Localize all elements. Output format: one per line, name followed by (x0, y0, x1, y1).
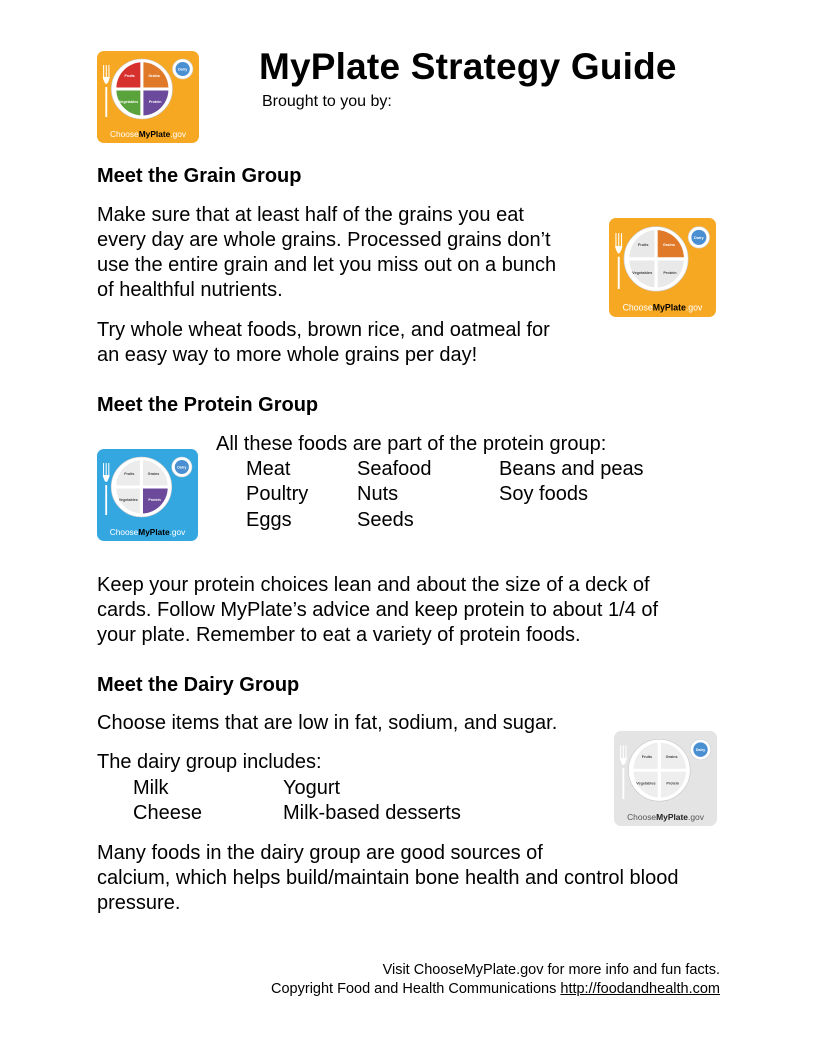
dairy-includes: The dairy group includes: (97, 751, 322, 773)
protein-food-item: Nuts (357, 483, 399, 505)
myplate-graphic (614, 731, 717, 826)
brand-wordmark (110, 130, 187, 139)
protein-food-item: Soy foods (499, 483, 588, 505)
brand-suffix: .gov (685, 302, 703, 313)
brand-suffix: .gov (687, 811, 704, 822)
vegetables-label: Vegetables (632, 270, 653, 275)
dairy-item: Milk (133, 777, 169, 799)
fruits-label: Fruits (641, 754, 653, 759)
plate-icon (628, 739, 690, 801)
fruits-label: Fruits (124, 74, 135, 78)
fruits-label: Fruits (124, 472, 135, 476)
protein-food-item: Eggs (246, 509, 292, 531)
dairy-item: Cheese (133, 802, 202, 824)
brand-bold: MyPlate (652, 302, 686, 313)
dairy-item: Yogurt (283, 777, 341, 799)
footer-copyright (271, 981, 720, 997)
protein-label: Protein (148, 498, 161, 502)
brand-prefix: Choose (109, 528, 139, 537)
protein-heading: Meet the Protein Group (97, 394, 319, 416)
vegetables-label: Vegetables (636, 781, 656, 786)
brand-suffix: .gov (170, 130, 187, 139)
dairy-label: Dairy (178, 67, 188, 72)
dairy-label: Dairy (694, 235, 704, 240)
myplate-logo-protein (97, 449, 198, 541)
protein-food-item: Seeds (357, 509, 414, 531)
grains-label: Grains (665, 754, 678, 759)
protein-food-item: Poultry (246, 483, 309, 505)
footer-visit-line: Visit ChooseMyPlate.gov for more info and fun facts. (382, 962, 720, 978)
plate-icon (111, 59, 172, 119)
brand-suffix: .gov (169, 528, 186, 537)
text-line: Try whole wheat foods, brown rice, and oatmeal for (97, 319, 550, 341)
copyright-text: Copyright Food and Health Communications (271, 981, 557, 997)
protein-food-item: Beans and peas (499, 458, 644, 480)
brand-bold: MyPlate (656, 811, 688, 822)
page-title: MyPlate Strategy Guide (259, 46, 677, 87)
myplate-logo-header (97, 51, 199, 143)
text-line: Keep your protein choices lean and about the size of a deck of (97, 574, 650, 596)
text-line: your plate. Remember to eat a variety of protein foods. (97, 624, 581, 646)
protein-intro: All these foods are part of the protein group: (216, 433, 607, 455)
myplate-logo-dairy (614, 731, 717, 826)
grains-label: Grains (147, 472, 160, 476)
vegetables-label: Vegetables (119, 100, 139, 104)
brand-prefix: Choose (627, 811, 657, 822)
text-line: of healthful nutrients. (97, 279, 283, 301)
dairy-item: Milk-based desserts (283, 802, 461, 824)
protein-food-item: Meat (246, 458, 291, 480)
page-subtitle: Brought to you by: (262, 93, 392, 110)
protein-label: Protein (148, 100, 162, 104)
myplate-graphic (97, 51, 199, 143)
text-line: an easy way to more whole grains per day! (97, 344, 478, 366)
protein-food-item: Seafood (357, 458, 432, 480)
grain-paragraph-1 (97, 203, 556, 303)
dairy-label: Dairy (177, 465, 187, 470)
vegetables-label: Vegetables (118, 498, 138, 502)
brand-wordmark (623, 303, 703, 313)
brand-wordmark (627, 812, 705, 822)
dairy-label: Dairy (695, 747, 706, 752)
text-line: use the entire grain and let you miss out on a bunch (97, 254, 557, 276)
plate-icon (624, 227, 688, 292)
grain-heading: Meet the Grain Group (97, 165, 302, 187)
text-line: every day are whole grains. Processed grains don’t (97, 229, 551, 251)
plate-icon (111, 457, 172, 517)
dairy-heading: Meet the Dairy Group (97, 674, 300, 696)
protein-label: Protein (666, 781, 680, 786)
fruits-label: Fruits (637, 242, 649, 247)
brand-prefix: Choose (622, 302, 653, 313)
foodandhealth-link[interactable]: http://foodandhealth.com (560, 981, 720, 997)
dairy-intro: Choose items that are low in fat, sodium, and sugar. (97, 712, 558, 734)
text-line: pressure. (97, 892, 181, 914)
protein-paragraph (97, 573, 658, 648)
grains-label: Grains (148, 74, 160, 78)
brand-wordmark (110, 528, 186, 537)
dairy-paragraph (97, 841, 678, 916)
protein-label: Protein (663, 270, 677, 275)
text-line: calcium, which helps build/maintain bone health and control blood (97, 867, 679, 889)
text-line: Many foods in the dairy group are good sources of (97, 842, 543, 864)
text-line: cards. Follow MyPlate’s advice and keep protein to about 1/4 of (97, 599, 659, 621)
myplate-logo-grain (609, 218, 716, 317)
myplate-graphic (609, 218, 716, 317)
grain-paragraph-2 (97, 318, 550, 368)
brand-prefix: Choose (109, 130, 139, 139)
brand-bold: MyPlate (138, 528, 170, 537)
brand-bold: MyPlate (138, 130, 171, 139)
grains-label: Grains (662, 242, 676, 247)
myplate-graphic (97, 449, 198, 541)
text-line: Make sure that at least half of the grains you eat (97, 204, 524, 226)
